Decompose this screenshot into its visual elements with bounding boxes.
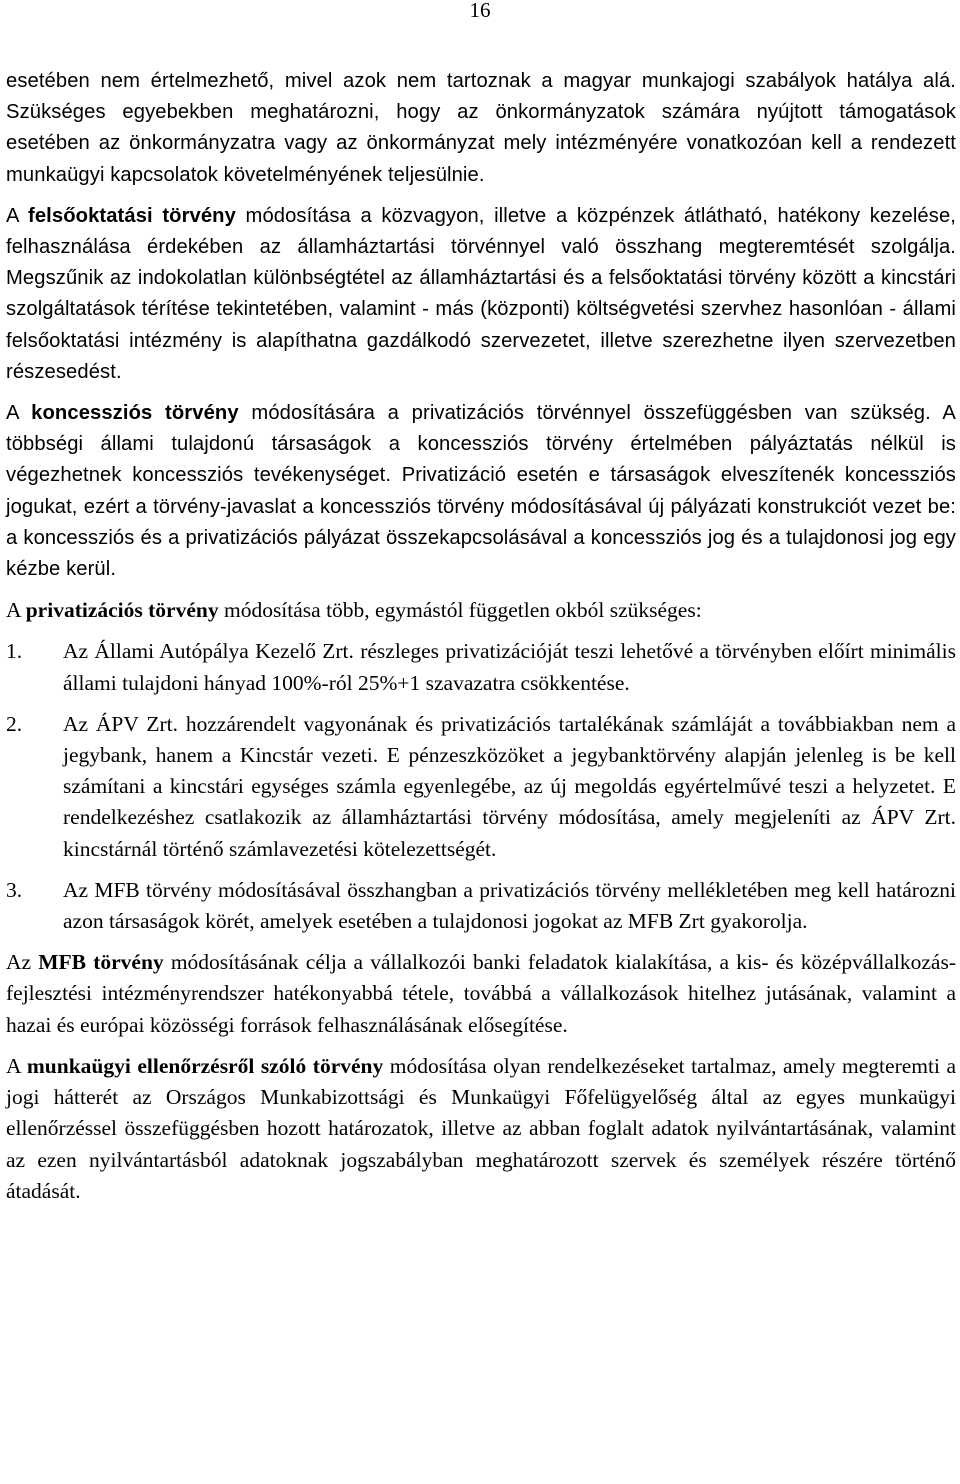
page-number: 16 [469,0,491,22]
paragraph-text: módosításának célja a vállalkozói banki feladatok kialakítása, a kis- és középvállalkozás-fejlesztési intézményrendszer hatékonyabbá tétele, továbbá a vállalkozások hitelhez jutásának, valamint a hazai és európai közösségi források felhasználásának elősegítése. [6,950,956,1037]
paragraph-lead: A [6,1053,27,1078]
document-body [6,66,956,1217]
paragraph-mfb [6,947,956,1041]
list-item [6,875,956,937]
paragraph-lead: A [6,402,32,425]
paragraph-lead: Az [6,950,39,975]
law-name-bold: munkaügyi ellenőrzésről szóló törvény [26,1053,384,1078]
list-text: Az ÁPV Zrt. hozzárendelt vagyonának és privatizációs tartalékának számláját a továbbiakban nem a jegybank, hanem a Kincstár vezeti. E pénzeszközöket a jegybanktörvény alapján jelenleg is be kell számítani a kincstári egységes számla egyenlegébe, az új megoldás egyértelművé teszi a helyzetet. E rendelkezéshez csatlakozik az államháztartási törvény módosítása, amely megjeleníti az ÁPV Zrt. kincstárnál történő számlavezetési kötelezettségét. [63,711,956,861]
list-number: 2. [6,711,23,736]
paragraph-text: módosítása több, egymástól független okból szükséges: [218,598,702,623]
list-number: 3. [6,877,23,902]
list-item [6,636,956,698]
paragraph-text: módosítása olyan rendelkezéseket tartalmaz, amely megteremti a jogi hátterét az Országos Munkabizottsági és Munkaügyi Főfelügyelőség által az egyes munkaügyi ellenőrzéssel összefüggésben hozott határozatok, illetve az abban foglalt adatok nyilvántartásának, valamint az ezen nyilvántartásból adatoknak jogszabályban meghatározott szervek és személyek részére történő átadását. [6,1053,957,1203]
paragraph-felsooktatasi [6,201,956,388]
law-name-bold: koncessziós törvény [31,402,239,425]
paragraph-privatizacios [6,595,956,626]
list-item [6,709,956,865]
law-name-bold: privatizációs törvény [25,598,219,623]
paragraph-munkaugyi [6,1051,956,1207]
paragraph-text: esetében nem értelmezhető, mivel azok nem tartoznak a magyar munkajogi szabályok hatálya alá. Szükséges egyebekben meghatározni, hogy az önkormányzatok számára nyújtott támogatások esetében az önkormányzatra vagy az önkormányzat mely intézményére vonatkozóan kell a rendezett munkaügyi kapcsolatok követelményének teljesülnie. [6,70,956,186]
paragraph-lead: A [6,204,29,227]
paragraph-lead: A [6,598,26,623]
law-name-bold: felsőoktatási törvény [28,204,236,227]
list-number: 1. [6,639,23,664]
paragraph-text: módosítására a privatizációs törvénnyel összefüggésben van szükség. A többségi állami tulajdonú társaságok a koncessziós törvény értelmében pályáztatás nélkül is végezhetnek koncessziós tevékenységet. Privatizáció esetén e társaságok elveszítenék koncessziós jogukat, ezért a törvény-javaslat a koncessziós törvény módosításával új pályázati konstrukciót vezet be: a koncessziós és a privatizációs pályázat összekapcsolásával a koncessziós jog és a tulajdonosi jog egy kézbe kerül. [6,402,956,581]
paragraph-text: módosítása a közvagyon, illetve a közpénzek átlátható, hatékony kezelése, felhasználása érdekében az államháztartási törvénnyel való összhang megteremtését szolgálja. Megszűnik az indokolatlan különbségtétel az államháztartási és a felsőoktatási törvény között a kincstári szolgáltatások térítése tekintetében, valamint - más (központi) költségvetési szervhez hasonlóan - állami felsőoktatási intézmény is alapíthatna gazdálkodó szervezetet, illetve szerezhetne ilyen szervezetben részesedést. [6,204,956,383]
paragraph-continuation [6,66,956,191]
list-text: Az MFB törvény módosításával összhangban a privatizációs törvény mellékletében meg kell határozni azon társaságok körét, amelyek esetében a tulajdonosi jogokat az MFB Zrt gyakorolja. [63,877,956,934]
law-name-bold: MFB törvény [38,950,164,975]
list-text: Az Állami Autópálya Kezelő Zrt. részleges privatizációját teszi lehetővé a törvényben előírt minimális állami tulajdoni hányad 100%-ról 25%+1 szavazatra csökkentése. [63,639,956,695]
paragraph-koncesszios [6,398,956,585]
